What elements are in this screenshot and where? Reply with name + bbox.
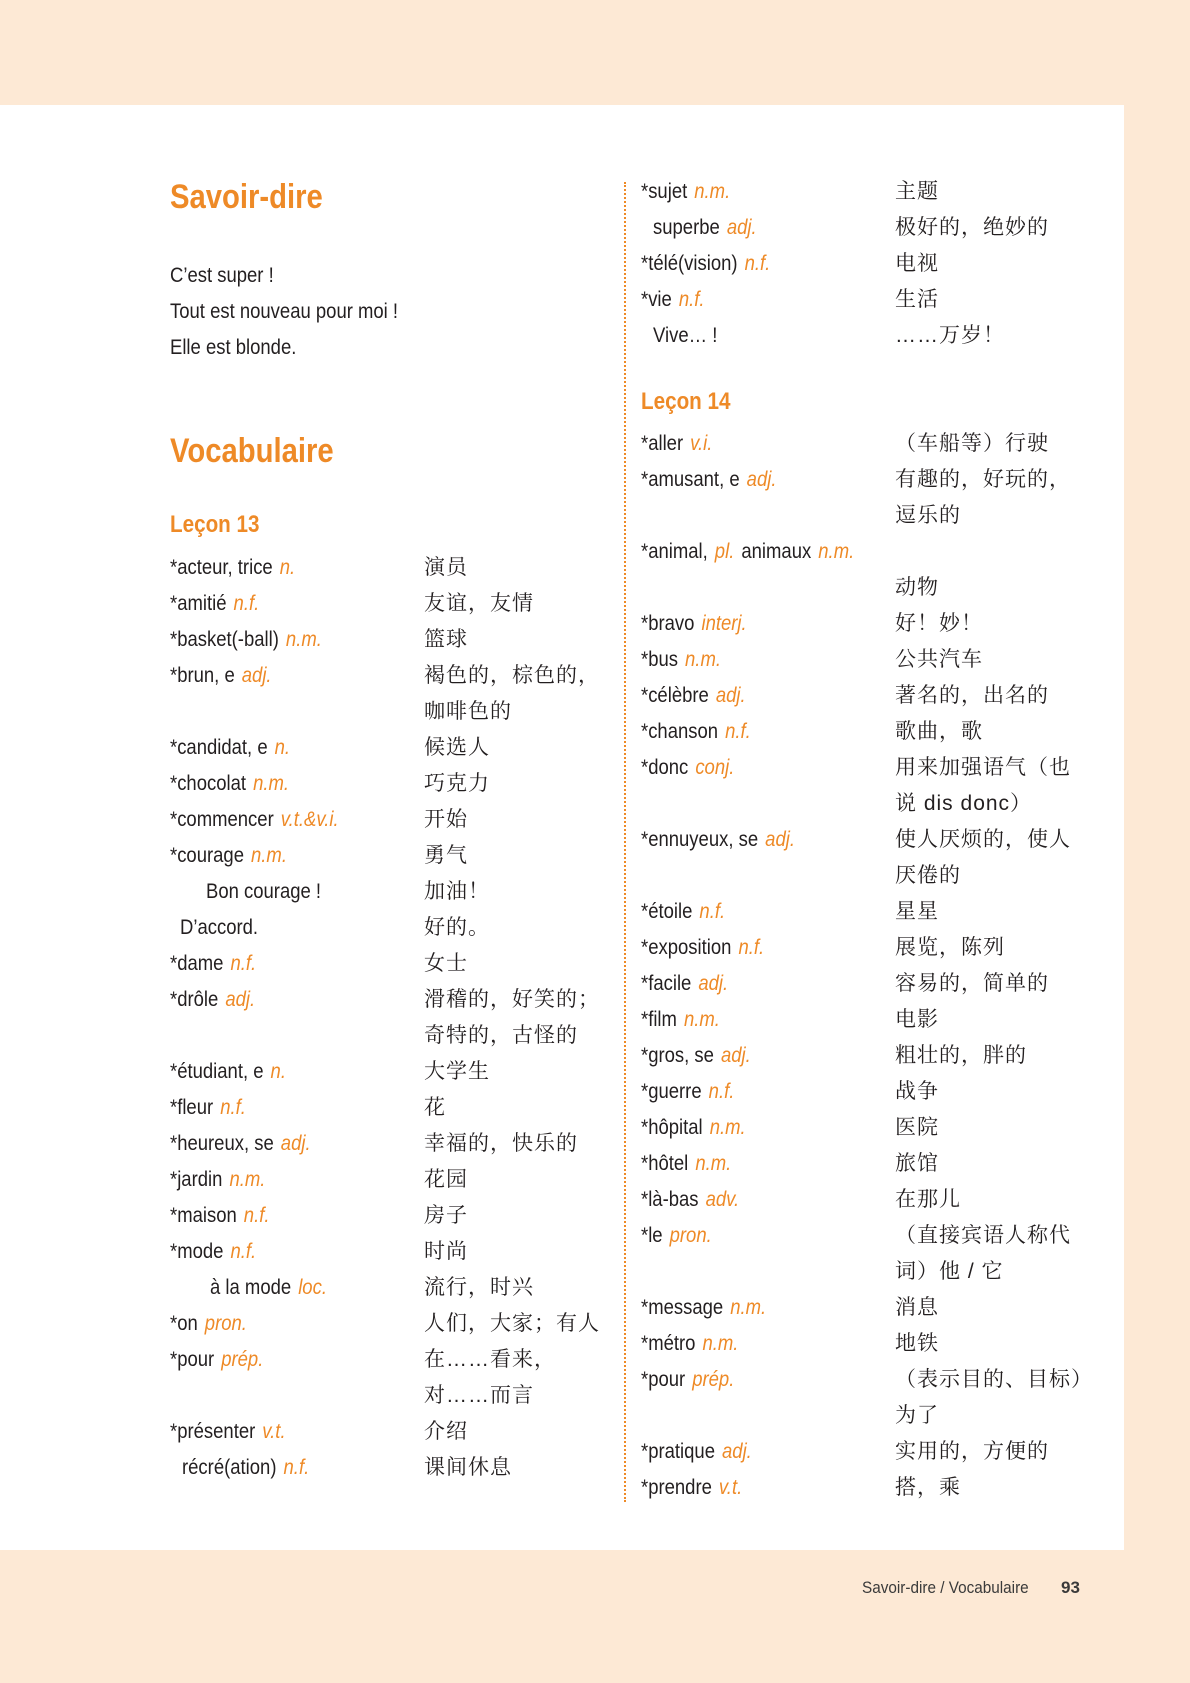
part-of-speech: n.m. — [253, 772, 290, 795]
vocab-word — [170, 1167, 265, 1193]
part-of-speech: n. — [279, 556, 296, 579]
vocab-word — [170, 771, 289, 797]
part-of-speech: adj. — [746, 468, 777, 491]
part-of-speech: n.m. — [685, 648, 721, 671]
part-of-speech: adj. — [241, 664, 272, 687]
chinese-translation: 主题 — [895, 180, 939, 203]
chinese-translation: 生活 — [895, 288, 939, 311]
french-word: *gros, se — [641, 1044, 714, 1067]
french-word: *exposition — [641, 936, 732, 959]
vocab-word — [641, 899, 725, 925]
french-word: *aller — [641, 432, 684, 455]
chinese-translation: 搭，乘 — [895, 1476, 961, 1499]
vocab-word — [170, 663, 272, 689]
part-of-speech: n.f. — [220, 1096, 246, 1119]
chinese-translation: 厌倦的 — [895, 864, 961, 887]
part-of-speech: n.f. — [233, 592, 260, 615]
chinese-translation: 电影 — [895, 1008, 939, 1031]
vocab-word — [653, 323, 717, 349]
part-of-speech: n.f. — [699, 900, 726, 923]
vocab-word — [641, 1151, 731, 1177]
part-of-speech: n.f. — [708, 1080, 735, 1103]
chinese-translation: 房子 — [424, 1204, 468, 1227]
part-of-speech: pron. — [669, 1224, 712, 1247]
vocab-word — [641, 467, 776, 493]
french-word: *amitié — [170, 592, 227, 615]
part-of-speech: prép. — [692, 1368, 735, 1391]
chinese-translation: 极好的，绝妙的 — [895, 216, 1049, 239]
part-of-speech: n.m. — [251, 844, 287, 867]
chinese-translation: 咖啡色的 — [424, 700, 512, 723]
chinese-translation: （直接宾语人称代 — [895, 1224, 1071, 1247]
chinese-translation: 容易的，简单的 — [895, 972, 1049, 995]
vocab-word — [170, 1347, 263, 1373]
french-word: *on — [170, 1312, 198, 1335]
french-word: *jardin — [170, 1168, 223, 1191]
part-of-speech: n.f. — [243, 1204, 270, 1227]
part-of-speech: adv. — [705, 1188, 740, 1211]
part-of-speech: n. — [270, 1060, 286, 1083]
part-of-speech: loc. — [298, 1276, 327, 1299]
chinese-translation: （表示目的、目标） — [895, 1368, 1093, 1391]
vocab-word — [170, 987, 255, 1013]
vocab-word — [170, 1311, 247, 1337]
chinese-translation: 说 dis donc） — [895, 792, 1033, 815]
vocab-word — [170, 1239, 256, 1265]
chinese-translation: 在……看来， — [424, 1348, 556, 1371]
chinese-translation: 粗壮的，胖的 — [895, 1044, 1027, 1067]
chinese-translation: 介绍 — [424, 1420, 468, 1443]
french-word: *pratique — [641, 1440, 715, 1463]
french-word: *dame — [170, 952, 224, 975]
chinese-translation: 有趣的，好玩的， — [895, 468, 1071, 491]
french-word: *mode — [170, 1240, 224, 1263]
chinese-translation: 时尚 — [424, 1240, 468, 1263]
vocab-word — [641, 1079, 734, 1105]
part-of-speech: v.t.&v.i. — [280, 808, 339, 831]
chinese-translation: 对……而言 — [424, 1384, 534, 1407]
vocab-word — [641, 1439, 752, 1465]
vocab-word — [641, 287, 705, 313]
vocab-word — [641, 827, 795, 853]
vocab-word — [641, 251, 770, 277]
part-of-speech: adj. — [698, 972, 729, 995]
chinese-translation: 好的。 — [424, 916, 490, 939]
chinese-translation: 幸福的，快乐的 — [424, 1132, 578, 1155]
vocab-word — [641, 1475, 742, 1501]
vocab-word — [170, 1131, 311, 1157]
french-word: *prendre — [641, 1476, 712, 1499]
vocab-word — [641, 1115, 746, 1141]
french-word: *amusant, e — [641, 468, 740, 491]
vocab-word — [641, 1043, 751, 1069]
french-word: *ennuyeux, se — [641, 828, 759, 851]
part-of-speech: n. — [274, 736, 291, 759]
french-word: *bus — [641, 648, 678, 671]
french-word: *heureux, se — [170, 1132, 274, 1155]
chinese-translation: ……万岁！ — [895, 324, 1005, 347]
chinese-translation: 友谊，友情 — [424, 592, 534, 615]
vocab-word — [170, 807, 339, 833]
french-word: *présenter — [170, 1420, 256, 1443]
french-word: *film — [641, 1008, 677, 1031]
vocab-word — [170, 1059, 286, 1085]
vocab-word — [180, 915, 258, 941]
vocab-word — [641, 971, 728, 997]
vocab-word — [641, 539, 854, 565]
vocab-word — [641, 611, 747, 637]
vocab-word — [170, 951, 256, 977]
chinese-translation: 用来加强语气（也 — [895, 756, 1071, 779]
part-of-speech: adj. — [720, 1044, 751, 1067]
french-word: *fleur — [170, 1096, 214, 1119]
chinese-translation: 勇气 — [424, 844, 468, 867]
french-word: *maison — [170, 1204, 237, 1227]
chinese-translation: 星星 — [895, 900, 939, 923]
vocab-word — [641, 683, 746, 709]
chinese-translation: 歌曲，歌 — [895, 720, 983, 743]
part-of-speech: n.m. — [695, 1152, 732, 1175]
part-of-speech: n.f. — [230, 1240, 257, 1263]
savoir-phrase: C’est super ! — [170, 264, 274, 287]
part-of-speech: adj. — [280, 1132, 311, 1155]
chinese-translation: 消息 — [895, 1296, 939, 1319]
vocab-word — [641, 431, 712, 457]
part-of-speech: prép. — [221, 1348, 264, 1371]
part-of-speech: n.m. — [709, 1116, 746, 1139]
chinese-translation: 医院 — [895, 1116, 939, 1139]
part-of-speech: adj. — [715, 684, 746, 707]
vocab-word — [182, 1455, 309, 1481]
french-word-plural: animaux — [741, 540, 812, 563]
part-of-speech: n.m. — [285, 628, 322, 651]
french-word: *basket(-ball) — [170, 628, 279, 651]
part-of-speech: n.m. — [730, 1296, 767, 1319]
part-of-speech: n.m. — [818, 540, 855, 563]
french-word: superbe — [653, 216, 720, 239]
part-of-speech: v.t. — [718, 1476, 743, 1499]
vocab-word — [170, 627, 322, 653]
vocab-word — [641, 1331, 738, 1357]
vocab-word — [641, 1295, 766, 1321]
french-word: *chanson — [641, 720, 719, 743]
part-of-speech: adj. — [726, 216, 757, 239]
chinese-translation: 篮球 — [424, 628, 468, 651]
vocab-word — [641, 755, 734, 781]
part-of-speech: n.m. — [694, 180, 731, 203]
part-of-speech: n.m. — [683, 1008, 720, 1031]
part-of-speech: v.i. — [690, 432, 713, 455]
chinese-translation: 展览，陈列 — [895, 936, 1005, 959]
chinese-translation: 为了 — [895, 1404, 939, 1427]
chinese-translation: 战争 — [895, 1080, 939, 1103]
french-word: *célèbre — [641, 684, 709, 707]
french-word: *commencer — [170, 808, 274, 831]
vocab-word — [641, 935, 764, 961]
part-of-speech: n.f. — [738, 936, 765, 959]
french-word: *acteur, trice — [170, 556, 273, 579]
chinese-translation: 流行，时兴 — [424, 1276, 534, 1299]
part-of-speech: n.f. — [678, 288, 705, 311]
chinese-translation: 实用的，方便的 — [895, 1440, 1049, 1463]
french-word: *métro — [641, 1332, 696, 1355]
chinese-translation: 巧克力 — [424, 772, 490, 795]
vocab-word — [210, 1275, 327, 1301]
chinese-translation: 候选人 — [424, 736, 490, 759]
chinese-translation: 开始 — [424, 808, 468, 831]
chinese-translation: 褐色的，棕色的， — [424, 664, 600, 687]
french-word: *brun, e — [170, 664, 235, 687]
lecon-14-heading: Leçon 14 — [641, 388, 731, 415]
vocab-word — [170, 555, 295, 581]
chinese-translation: 动物 — [895, 576, 939, 599]
vocab-word — [641, 1223, 712, 1249]
french-word: *chocolat — [170, 772, 247, 795]
french-word: Vive… ! — [653, 324, 718, 347]
chinese-translation: 人们，大家；有人 — [424, 1312, 600, 1335]
part-of-speech: adj. — [225, 988, 256, 1011]
vocab-word — [641, 1187, 739, 1213]
page-number: 93 — [1061, 1578, 1080, 1597]
french-word: *courage — [170, 844, 244, 867]
french-word: *animal, — [641, 540, 708, 563]
vocab-word — [641, 719, 751, 745]
french-word: *le — [641, 1224, 663, 1247]
savoir-dire-heading: Savoir-dire — [170, 178, 323, 216]
part-of-speech: interj. — [701, 612, 747, 635]
french-word: *pour — [641, 1368, 686, 1391]
chinese-translation: 女士 — [424, 952, 468, 975]
chinese-translation: 滑稽的，好笑的； — [424, 988, 600, 1011]
chinese-translation: 在那儿 — [895, 1188, 961, 1211]
part-of-speech: n.f. — [725, 720, 751, 743]
french-word: à la mode — [210, 1276, 292, 1299]
french-word: *guerre — [641, 1080, 702, 1103]
french-word: *drôle — [170, 988, 219, 1011]
french-word: D’accord. — [180, 916, 259, 939]
savoir-phrase: Tout est nouveau pour moi ! — [170, 300, 399, 323]
french-word: *hôtel — [641, 1152, 689, 1175]
chinese-translation: 电视 — [895, 252, 939, 275]
part-of-speech: adj. — [765, 828, 795, 851]
chinese-translation: 地铁 — [895, 1332, 939, 1355]
chinese-translation: 奇特的，古怪的 — [424, 1024, 578, 1047]
part-of-speech: n.f. — [283, 1456, 310, 1479]
vocab-word — [170, 1419, 286, 1445]
part-of-speech: pron. — [204, 1312, 247, 1335]
vocab-word — [170, 1095, 246, 1121]
french-word: *donc — [641, 756, 689, 779]
chinese-translation: （车船等）行驶 — [895, 432, 1049, 455]
chinese-translation: 课间休息 — [424, 1456, 512, 1479]
chinese-translation: 花 — [424, 1096, 446, 1119]
chinese-translation: 加油！ — [424, 880, 490, 903]
french-word: *télé(vision) — [641, 252, 738, 275]
vocab-word — [170, 843, 287, 869]
french-word: *sujet — [641, 180, 688, 203]
french-word: *message — [641, 1296, 724, 1319]
chinese-translation: 花园 — [424, 1168, 468, 1191]
french-word: *là-bas — [641, 1188, 699, 1211]
chinese-translation: 逗乐的 — [895, 504, 961, 527]
vocab-word — [641, 1367, 734, 1393]
part-of-speech: adj. — [722, 1440, 752, 1463]
chinese-translation: 使人厌烦的，使人 — [895, 828, 1071, 851]
french-word: *facile — [641, 972, 692, 995]
vocab-word — [653, 215, 757, 241]
column-divider — [624, 182, 626, 1502]
running-footer: Savoir-dire / Vocabulaire — [862, 1578, 1029, 1597]
part-of-speech: n.m. — [702, 1332, 739, 1355]
chinese-translation: 演员 — [424, 556, 468, 579]
vocab-word — [170, 735, 290, 761]
french-word: *candidat, e — [170, 736, 268, 759]
french-word: Bon courage ! — [206, 880, 322, 903]
chinese-translation: 公共汽车 — [895, 648, 983, 671]
french-word: *bravo — [641, 612, 695, 635]
vocab-word — [206, 879, 321, 905]
french-word: *hôpital — [641, 1116, 703, 1139]
french-word: récré(ation) — [182, 1456, 277, 1479]
vocab-word — [641, 647, 721, 673]
chinese-translation: 词）他 / 它 — [895, 1260, 1004, 1283]
chinese-translation: 大学生 — [424, 1060, 490, 1083]
vocabulaire-heading: Vocabulaire — [170, 432, 334, 470]
savoir-phrase: Elle est blonde. — [170, 336, 297, 359]
vocab-word — [641, 1007, 720, 1033]
vocab-word — [170, 591, 259, 617]
part-of-speech: pl. — [714, 540, 735, 563]
french-word: *vie — [641, 288, 672, 311]
part-of-speech: n.m. — [229, 1168, 266, 1191]
lecon-13-heading: Leçon 13 — [170, 511, 260, 538]
part-of-speech: n.f. — [744, 252, 771, 275]
vocab-word — [170, 1203, 269, 1229]
part-of-speech: v.t. — [262, 1420, 286, 1443]
vocab-word — [641, 179, 730, 205]
chinese-translation: 好！妙！ — [895, 612, 983, 635]
part-of-speech: n.f. — [230, 952, 257, 975]
french-word: *étudiant, e — [170, 1060, 264, 1083]
part-of-speech: conj. — [695, 756, 735, 779]
chinese-translation: 著名的，出名的 — [895, 684, 1049, 707]
chinese-translation: 旅馆 — [895, 1152, 939, 1175]
french-word: *étoile — [641, 900, 693, 923]
french-word: *pour — [170, 1348, 215, 1371]
